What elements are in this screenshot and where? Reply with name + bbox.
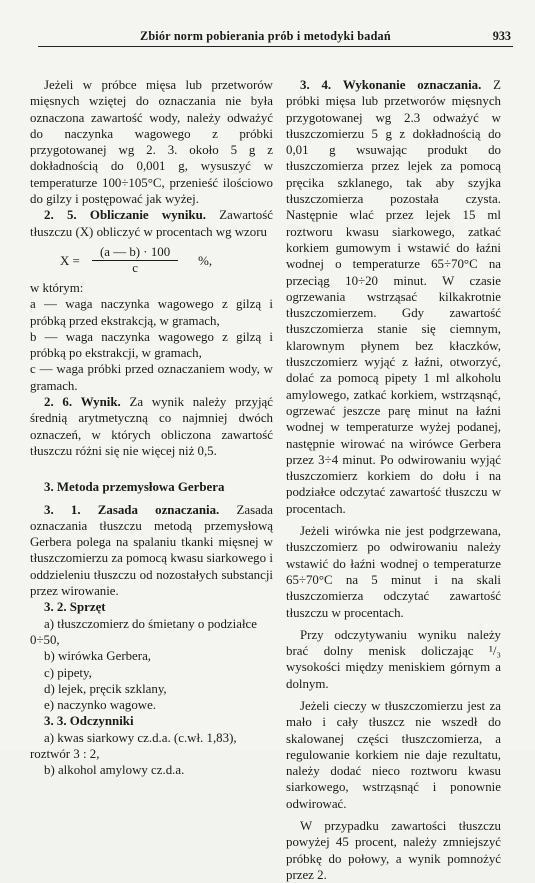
formula <box>60 244 273 278</box>
section-3-2-heading: 3. 2. Sprzęt <box>44 600 106 615</box>
paragraph-insufficient-liquid: Jeżeli cieczy w tłuszczomierzu jest za mało i cały tłuszcz nie wszedł do skalowanej części tłuszczomierza, a regulowanie korkiem nie daje rezultatu, należy dodać nieco roztworu kwasu siarkowego, wstrząsnąć i ponownie odwirować. <box>286 698 501 811</box>
section-text: Za wynik należy przyjąć średnią arytmetyczną co najmniej dwóch oznaczeń, w których obliczona zawartość tłuszczu różni się nie więcej niż 0,5. <box>30 395 273 458</box>
section-2-5 <box>30 207 273 240</box>
definition-c: c — waga próbki przed oznaczaniem wody, w gramach. <box>30 362 273 393</box>
section-2-6 <box>30 394 273 459</box>
equipment-list <box>30 616 273 714</box>
section-text: Zasada oznaczania tłuszczu metodą przemysłową Gerbera polega na spalaniu tkanki mięsnej w tłuszczomierzu za pomocą kwasu siarkowego i oddzieleniu tłuszczu od nozostałych substancji przez wirowanie. <box>30 502 273 599</box>
page-number: 933 <box>492 29 511 43</box>
where-label: w którym: <box>30 280 84 295</box>
section-text: Zawartość tłuszczu (X) obliczyć w procentach wg wzoru <box>30 208 273 239</box>
section-number: 2. 6. <box>44 395 73 410</box>
section-3-3-heading: 3. 3. Odczynniki <box>44 714 134 729</box>
list-item: e) naczynko wagowe. <box>44 698 157 713</box>
list-item: b) wirówka Gerbera, <box>44 649 152 664</box>
section-number: 3. 1. <box>44 502 81 517</box>
formula-lhs: X = <box>60 253 80 268</box>
definition-a: a — waga naczynka wagowego z gilzą i próbką przed ekstrakcją, w gramach, <box>30 297 273 328</box>
section-title: Obliczanie wyniku. <box>89 208 206 223</box>
formula-denominator: c <box>132 261 138 276</box>
section-title: Wykonanie oznaczania. <box>342 78 482 92</box>
list-item: a) kwas siarkowy cz.d.a. (c.wł. 1,83), roztwór 3 : 2, <box>30 730 237 761</box>
definition-b: b — waga naczynka wagowego z gilzą i próbką po ekstrakcji, w gramach, <box>30 329 273 361</box>
section-number: 3. 4. <box>300 78 332 92</box>
left-column <box>30 77 273 779</box>
right-column <box>286 77 501 883</box>
section-number: 2. 5. <box>44 208 77 223</box>
reagents-list <box>30 730 273 779</box>
section-3-heading: 3. Metoda przemysłowa Gerbera <box>44 480 225 495</box>
formula-unit: %, <box>198 253 213 268</box>
paragraph-centrifuge: Jeżeli wirówka nie jest podgrzewana, tłuszczomierz po odwirowaniu należy wstawić do łaźni wodnej o temperaturze 65÷70°C na 5 minut i na skali tłuszczomierza odczytać zawartość tłuszczu w procentach. <box>286 524 501 620</box>
section-text: Z próbki mięsa lub przetworów mięsnych przygotowanej wg 2.3 odważyć w tłuszczomierzu 5 g z dokładnością do 0,01 g wsuwając produkt do tłuszczomierza przez lejek za pomocą pręcika szklanego, tak aby szyjka tłuszczomierza pozostała czysta. Następnie wlać przez lejek 15 ml roztworu kwasu siarkowego, zatkać korkiem gumowym i wstawić do łaźni wodnej o temperaturze 65÷70°C na przeciąg 10÷20 minut. W czasie ogrzewania wstrząsać kilkakrotnie tłuszczomierzem. Gdy zawartość tłuszczomierza stanie się ciemnym, klarownym płynem bez kłaczków, tłuszczomierz wyjąć z łaźni, otworzyć, dolać za pomocą pipety 1 ml alkoholu amylowego, zatkać korkiem, wstrząsnąć, ogrzewać jeszcze parę minut na łaźni wodnej w temperaturze wyżej podanej, następnie wirować na wirówce Gerbera przez 3÷4 minut. Po odwirowaniu wyjąć tłuszczomierz korkiem do dołu i na podziałce odczytać zawartość tłuszczu w procentach. <box>286 78 501 516</box>
list-item: a) tłuszczomierz do śmietany o podziałce 0÷50, <box>30 616 257 647</box>
paragraph-meniscus: Przy odczytywaniu wyniku należy brać dolny menisk doliczając ¹/₃ wysokości między meniskiem górnym a dolnym. <box>286 627 501 691</box>
formula-numerator: (a — b) · 100 <box>92 245 178 261</box>
running-header <box>38 26 513 47</box>
section-title: Wynik. <box>80 395 121 410</box>
section-3-4 <box>286 77 501 517</box>
formula-fraction <box>92 245 178 276</box>
section-3-1 <box>30 502 273 600</box>
paragraph-high-fat: W przypadku zawartości tłuszczu powyżej 45 procent, należy zmniejszyć próbkę do połowy, a wynik pomnożyć przez 2. <box>286 819 501 882</box>
header-title: Zbiór norm pobierania prób i metodyki badań <box>140 29 391 43</box>
list-item: d) lejek, pręcik szklany, <box>44 681 167 696</box>
paragraph-water-content: Jeżeli w próbce mięsa lub przetworów mięsnych wziętej do oznaczania nie była oznaczona zawartość wody, należy odważyć do naczynka wagowego z próbki przygotowanej wg 2. 3. około 5 g z dokładnością do 0,001 g, wysuszyć w temperaturze 100÷105°C, przenieść ilościowo do gilzy i postępować jak wyżej. <box>30 78 273 207</box>
section-title: Zasada oznaczania. <box>97 502 220 517</box>
list-item: c) pipety, <box>44 665 92 680</box>
list-item: b) alkohol amylowy cz.d.a. <box>44 763 185 778</box>
